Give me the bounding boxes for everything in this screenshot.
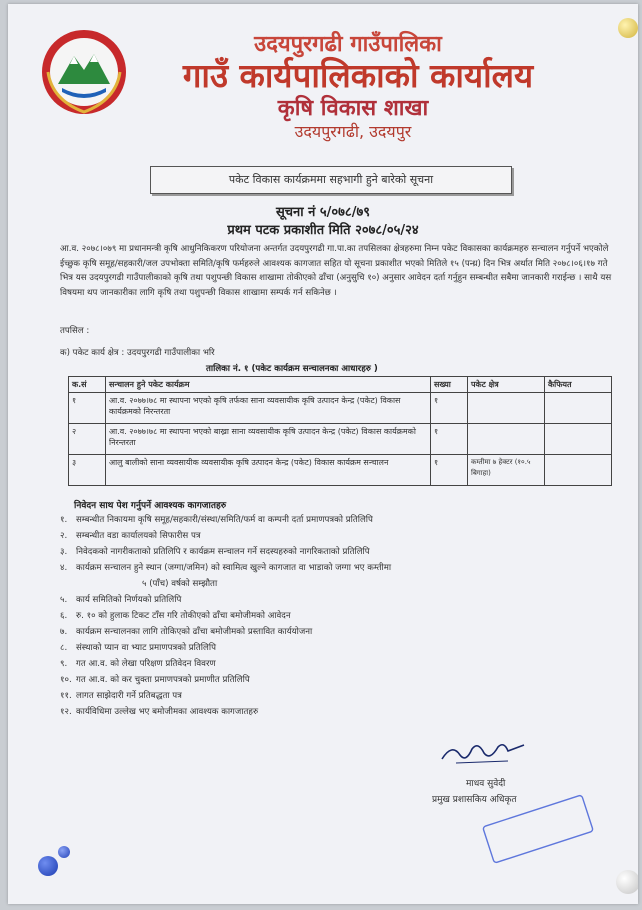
notice-paragraph: आ.व. २०७८।०७९ मा प्रधानमन्त्री कृषि आधुनिकिकरण परियोजना अन्तर्गत उदयपुरगढी गा.पा.का तपसिलका क्षेत्रहरुमा निम्न पकेट विकासका कार्यक्रमहरु सन्चालन गर्नुपर्ने भएकोले ईच्छुक कृषि समूह/सहकारी/जल उपभोक्ता समिति/कृषि फर्महरुले आवश्यक कागजात सहित यो सूचना प्रकाशीत भएको मितिले १५ (पन्ध्र) दिन भित्र अर्थात मिति २०७८।०६।१७ गते भित्र यस उदयपुरगढी गाउँपालीकाको कृषि तथा पशुपन्छी विकास शाखामा तोकीएको ढाँचा (अनुसुचि १०) अनुसार आवेदन दर्ता गर्नुहुन सम्बन्धीत सबैमा जानकारी गराईन्छ । साथै यस विषयमा थप जानकारीका लागि कृषि तथा पशुपन्छी विकास शाखामा सम्पर्क गर्न सकिनेछ । [60,244,612,299]
document-item [60,688,580,704]
document-item-text: गत आ.व. को लेखा परिक्षण प्रतिवेदन विवरण [76,659,216,669]
document-item-text: सम्बन्धीत वडा कार्यालयको सिफारीस पत्र [76,531,201,541]
cell-area [468,424,545,455]
document-item-text: कार्यक्रम सन्चालनका लागि तोकिएको ढाँचा बमोजीमको प्रस्तावित कार्ययोजना [76,627,313,637]
document-item [60,704,580,720]
document-item-number: १२. [60,707,72,717]
col-remarks: कैफियत [545,377,612,393]
document-item [60,528,580,544]
program-table [68,376,612,486]
col-program: सन्चालन हुने पकेट कार्यक्रम [106,377,431,393]
document-item-text: लागत साझेदारी गर्ने प्रतिबद्धता पत्र [76,691,182,701]
document-item [60,624,580,640]
document-item-number: ७. [60,627,68,637]
documents-heading: निवेदन साथ पेश गर्नुपर्ने आवश्यक कागजातहरु [74,501,227,511]
cell-count: १ [431,455,468,486]
cell-program: आ.व. २०७७।७८ मा स्थापना भएको कृषि तर्फका साना व्यवसायीक कृषि उत्पादन केन्द्र (पकेट) विकास कार्यक्रमको निरन्तरता [106,393,431,424]
push-pin-icon [618,18,638,38]
document-item-number: २. [60,531,68,541]
document-item-number: ४. [60,563,68,573]
cell-sn: १ [69,393,106,424]
office-stamp-icon [478,794,598,864]
tapsil-label: तपसिल : [60,326,90,336]
document-item [60,544,580,560]
document-item [60,672,580,688]
office-address: उदयपुरगढी, उदयपुर [294,122,412,141]
document-item [60,512,580,528]
document-item-text: कार्यक्रम सन्चालन हुने स्थान (जग्गा/जमिन) को स्वामित्व खुल्ने कागजात वा भाडाको जग्गा भए कम्तीमा [76,563,392,573]
document-item-number: १०. [60,675,72,685]
document-item-text: कार्यविधिमा उल्लेख भए बमोजीमका आवश्यक कागजातहरु [76,707,259,717]
signature-icon [438,739,528,767]
notice-number: सूचना नं ५/०७८/७९ [276,205,370,220]
cell-remarks [545,424,612,455]
table-row [69,424,612,455]
document-item-number: ११. [60,691,72,701]
document-item-number: ६. [60,611,68,621]
municipality-name: उदयपुरगढी गाउँपालिका [254,32,442,57]
cell-area: कम्तीमा ७ हेक्टर (१०.५ बिगाहा) [468,455,545,486]
cell-remarks [545,393,612,424]
cell-count: १ [431,424,468,455]
document-item-number: ८. [60,643,68,653]
document-item-text: गत आ.व. को कर चुक्ता प्रमाणपत्रको प्रमाणीत प्रतिलिपि [76,675,250,685]
document-item-text: रु. १० को हुलाक टिकट टाँस गरि तोकीएको ढाँचा बमोजीमको आवेदन [76,611,291,621]
cell-program: आलु बालीको साना व्यवसायीक व्यवसायीक कृषि उत्पादन केन्द्र (पकेट) विकास कार्यक्रम सन्चालन [106,455,431,486]
document-item-text: संस्थाको प्यान वा भ्याट प्रमाणपत्रको प्रतिलिपि [76,643,216,653]
document-item-number: ९. [60,659,68,669]
push-pin-icon [58,846,70,858]
cell-area [468,393,545,424]
document-item-text: ५ (पाँच) वर्षको सम्झौता [142,579,218,589]
document-item-text: निवेदकको नागरीकताको प्रतिलिपि र कार्यक्रम सन्चालन गर्ने सदस्यहरुको नागरिकताको प्रतिलिपि [76,547,370,557]
document-item-number: ३. [60,547,68,557]
table-row [69,455,612,486]
documents-list [60,512,580,720]
notice-page [8,4,638,904]
cell-sn: ३ [69,455,106,486]
document-item-text: कार्य समितिको निर्णयको प्रतिलिपि [76,595,182,605]
document-item [60,640,580,656]
pocket-area: क) पकेट कार्य क्षेत्र : उदयपुरगढी गाउँपालीका भरि [60,348,215,358]
push-pin-icon [616,870,638,894]
document-item [60,576,580,592]
signatory-title: प्रमुख प्रशासकिय अधिकृत [432,795,517,805]
document-item [60,560,580,576]
col-sn: क.सं [69,377,106,393]
col-count: सख्या [431,377,468,393]
subject-box: पकेट विकास कार्यक्रममा सहभागी हुने बारेको सूचना [150,166,512,194]
cell-program: आ.व. २०७७।७८ मा स्थापना भएको बाख्रा साना व्यवसायीक कृषि उत्पादन केन्द्र (पकेट) विकास कार्यक्रमको निरन्तरता [106,424,431,455]
publication-date: प्रथम पटक प्रकाशीत मिति २०७८/०५/२४ [227,223,419,238]
branch-title: कृषि विकास शाखा [277,96,429,121]
document-item-number: १. [60,515,68,525]
document-item [60,656,580,672]
col-area: पकेट क्षेत्र [468,377,545,393]
office-title: गाउँ कार्यपालिकाको कार्यालय [182,56,534,95]
cell-remarks [545,455,612,486]
push-pin-icon [38,856,58,876]
table-caption: तालिका नं. १ (पकेट कार्यक्रम सन्चालनका आधारहरु ) [206,364,378,374]
table-header-row [69,377,612,393]
cell-count: १ [431,393,468,424]
cell-sn: २ [69,424,106,455]
signatory-name: माधव सुवेदी [466,779,506,789]
document-item-number: ५. [60,595,68,605]
document-item-text: सम्बन्धीत निकायमा कृषि समूह/सहकारी/संस्था/समिति/फर्म वा कम्पनी दर्ता प्रमाणपत्रको प्रतिलिपि [76,515,373,525]
table-row [69,393,612,424]
document-item [60,592,580,608]
document-item [60,608,580,624]
